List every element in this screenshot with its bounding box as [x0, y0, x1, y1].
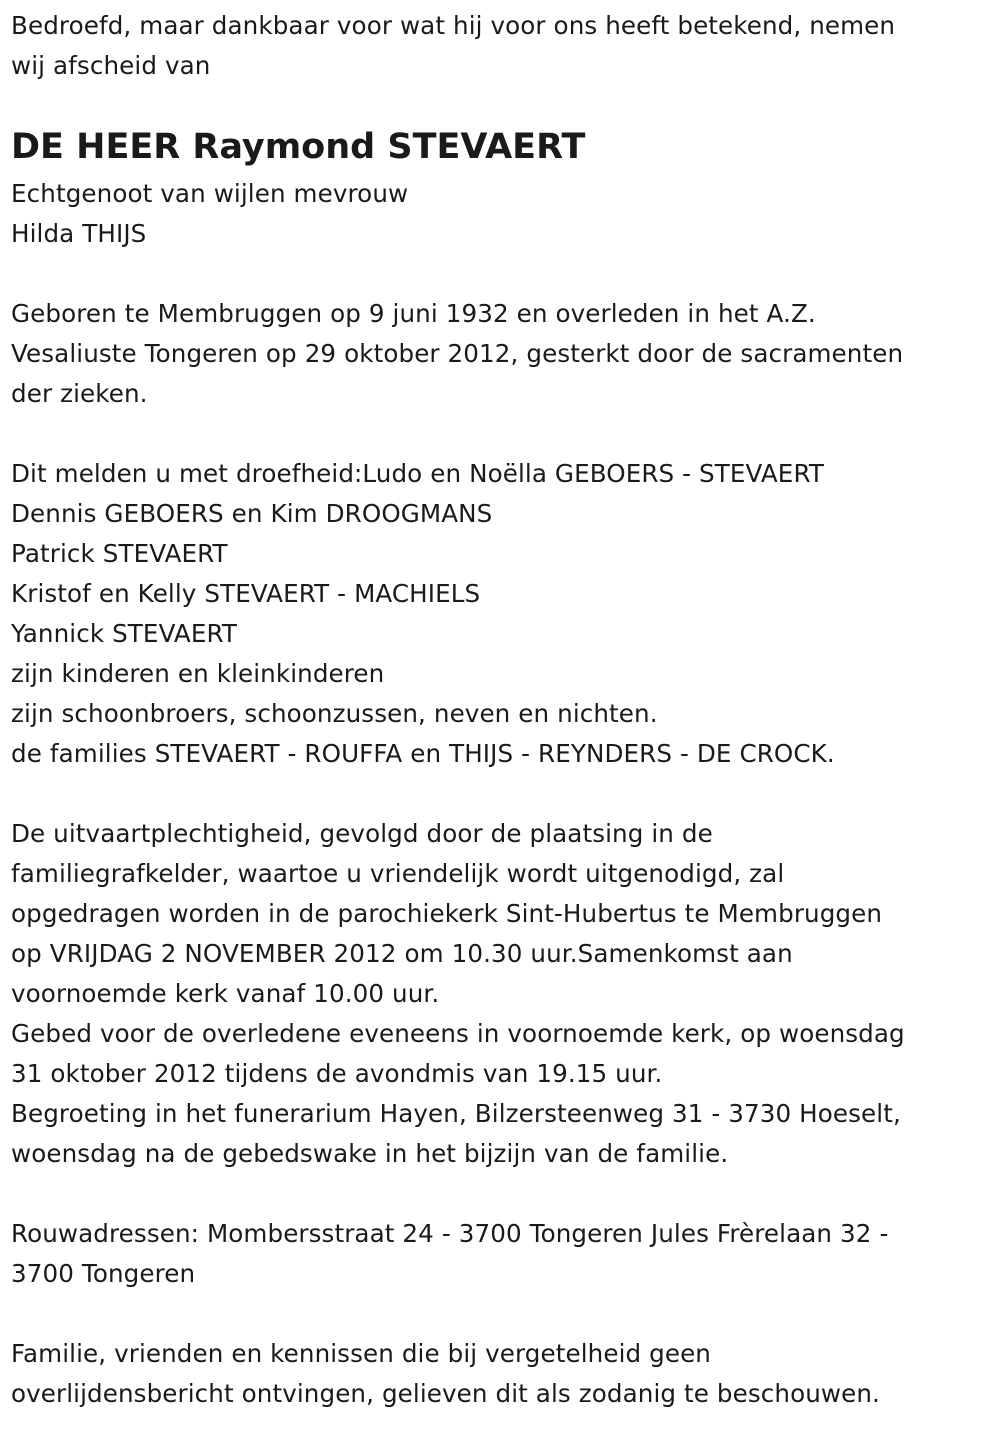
birth-death-paragraph: [11, 294, 903, 414]
announcement-line: Dennis GEBOERS en Kim DROOGMANS: [11, 499, 493, 528]
closing-paragraph: [11, 1334, 880, 1414]
birth-death-line: Vesaliuste Tongeren op 29 oktober 2012, gesterkt door de sacramenten: [11, 339, 904, 368]
announcement-paragraph: [11, 454, 835, 774]
announcement-line: zijn kinderen en kleinkinderen: [11, 659, 385, 688]
announcement-line: Dit melden u met droefheid:Ludo en Noëlla GEBOERS - STEVAERT: [11, 459, 824, 488]
deceased-name: DE HEER Raymond STEVAERT: [11, 127, 586, 167]
funeral-line: Gebed voor de overledene eveneens in voornoemde kerk, op woensdag: [11, 1019, 905, 1048]
announcement-line: zijn schoonbroers, schoonzussen, neven en nichten.: [11, 699, 658, 728]
funeral-line: voornoemde kerk vanaf 10.00 uur.: [11, 979, 440, 1008]
announcement-line: Patrick STEVAERT: [11, 539, 228, 568]
funeral-line: Begroeting in het funerarium Hayen, Bilzersteenweg 31 - 3730 Hoeselt,: [11, 1099, 901, 1128]
addresses-paragraph: [11, 1214, 888, 1294]
funeral-line: woensdag na de gebedswake in het bijzijn van de familie.: [11, 1139, 729, 1168]
announcement-line: Yannick STEVAERT: [11, 619, 238, 648]
birth-death-line: Geboren te Membruggen op 9 juni 1932 en overleden in het A.Z.: [11, 299, 816, 328]
announcement-line: Kristof en Kelly STEVAERT - MACHIELS: [11, 579, 481, 608]
spouse-paragraph: [11, 174, 408, 254]
intro-paragraph: [11, 6, 895, 86]
funeral-line: familiegrafkelder, waartoe u vriendelijk wordt uitgenodigd, zal: [11, 859, 785, 888]
funeral-line: 31 oktober 2012 tijdens de avondmis van 19.15 uur.: [11, 1059, 663, 1088]
intro-line: Bedroefd, maar dankbaar voor wat hij voor ons heeft betekend, nemen: [11, 11, 896, 40]
funeral-line: op VRIJDAG 2 NOVEMBER 2012 om 10.30 uur.Samenkomst aan: [11, 939, 793, 968]
address-line: Rouwadressen: Mombersstraat 24 - 3700 Tongeren Jules Frèrelaan 32 -: [11, 1219, 889, 1248]
funeral-line: opgedragen worden in de parochiekerk Sint-Hubertus te Membruggen: [11, 899, 883, 928]
spouse-line: Hilda THIJS: [11, 219, 147, 248]
funeral-paragraph: [11, 814, 905, 1174]
birth-death-line: der zieken.: [11, 379, 148, 408]
address-line: 3700 Tongeren: [11, 1259, 196, 1288]
closing-line: overlijdensbericht ontvingen, gelieven dit als zodanig te beschouwen.: [11, 1379, 880, 1408]
spouse-line: Echtgenoot van wijlen mevrouw: [11, 179, 409, 208]
intro-line: wij afscheid van: [11, 51, 211, 80]
announcement-line: de families STEVAERT - ROUFFA en THIJS - REYNDERS - DE CROCK.: [11, 739, 835, 768]
closing-line: Familie, vrienden en kennissen die bij vergetelheid geen: [11, 1339, 711, 1368]
funeral-line: De uitvaartplechtigheid, gevolgd door de plaatsing in de: [11, 819, 713, 848]
